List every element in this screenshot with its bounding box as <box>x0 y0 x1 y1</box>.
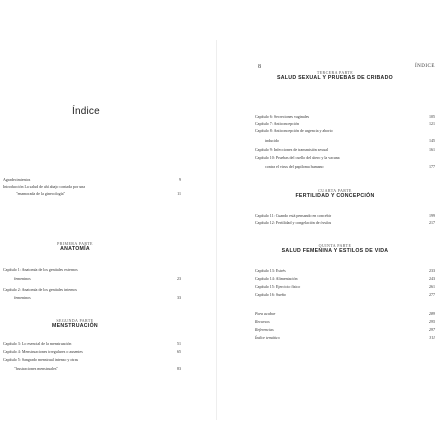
part-heading <box>245 70 425 81</box>
toc-entry-page: 161 <box>429 147 435 152</box>
toc-entry-page: 277 <box>429 292 435 297</box>
toc-entry-text: Introducción La salud de ahí abajo contada por una <box>3 184 85 189</box>
toc-entry-text: contra el virus del papiloma humano <box>265 164 324 169</box>
part-name: FERTILIDAD Y CONCEPCIÓN <box>295 193 375 199</box>
toc-entry-page: 9 <box>179 177 181 182</box>
toc-entry-page: 51 <box>177 341 181 346</box>
toc-entry-text: "frustraciones menstruales" <box>14 366 59 371</box>
page-gutter <box>216 40 217 420</box>
part-name: SALUD FEMENINA Y ESTILOS DE VIDA <box>281 248 389 254</box>
toc-entry-text: Capítulo 9: Infecciones de transmisión sexual <box>255 147 328 152</box>
part-label: SEGUNDA PARTE <box>56 318 94 323</box>
toc-entry-text: Capítulo 10: Pruebas del cuello del útero y la vacuna <box>255 155 340 160</box>
toc-entry-page: 121 <box>429 121 435 126</box>
toc-entry-text: Capítulo 14: Alimentación <box>255 276 298 281</box>
toc-entry-page: 177 <box>429 164 435 169</box>
toc-entry-text: Capítulo 7: Anticoncepción <box>255 121 299 126</box>
toc-entry-page: 83 <box>177 366 181 371</box>
toc-entry-page: 105 <box>429 114 435 119</box>
part-heading <box>245 243 425 254</box>
toc-entry-text: Para acabar <box>255 311 276 316</box>
toc-entry-text: Capítulo 4: Menstruaciones irregulares o ausentes <box>3 349 83 354</box>
part-name: ANATOMÍA <box>60 246 90 252</box>
toc-entry-text: Agradecimientos <box>3 177 31 182</box>
running-head: ÍNDICE <box>415 64 435 69</box>
part-name: MENSTRUACIÓN <box>52 323 98 329</box>
toc-entry-text: Capítulo 15: Ejercicio físico <box>255 284 301 289</box>
toc-entry-text: Referencias <box>255 327 274 332</box>
toc-entry-text: Capítulo 12: Fertilidad y congelación de óvulos <box>255 220 332 225</box>
toc-entry-text: femeninos <box>14 276 31 281</box>
toc-entry-text: "enamorada de la ginecología" <box>16 191 66 196</box>
toc-entry-text: Capítulo 3: Lo esencial de la menstruación <box>3 341 72 346</box>
part-label: PRIMERA PARTE <box>57 241 93 246</box>
toc-entry-page: 261 <box>429 284 435 289</box>
toc-entry-text: inducido <box>265 138 279 143</box>
part-label: QUINTA PARTE <box>318 243 352 248</box>
part-heading <box>30 241 120 252</box>
toc-entry-text: Capítulo 16: Sueño <box>255 292 286 297</box>
part-heading <box>245 188 425 199</box>
toc-entry-text: femeninos <box>14 295 31 300</box>
toc-entry-text: Capítulo 6: Secreciones vaginales <box>255 114 310 119</box>
toc-entry-text: Capítulo 11: Cuando está pensando en concebir <box>255 213 332 218</box>
toc-entry-text: Capítulo 8: Anticoncepción de urgencia y aborto <box>255 128 333 133</box>
toc-entry-text: Capítulo 2: Anatomía de los genitales internos <box>3 287 77 292</box>
toc-entry-page: 145 <box>429 138 435 143</box>
toc-entry-page: 11 <box>177 191 181 196</box>
part-label: CUARTA PARTE <box>318 188 352 193</box>
part-heading <box>30 318 120 329</box>
index-title: Índice <box>72 106 100 117</box>
toc-entry-page: 295 <box>429 319 435 324</box>
part-name: SALUD SEXUAL Y PRUEBAS DE CRIBADO <box>277 75 393 81</box>
toc-entry-text: Capítulo 5: Sangrado menstrual intenso y otras <box>3 357 79 362</box>
toc-entry-page: 23 <box>177 276 181 281</box>
toc-entry-page: 311 <box>429 335 435 340</box>
toc-entry-page: 33 <box>177 295 181 300</box>
toc-entry-page: 289 <box>429 311 435 316</box>
right-page <box>225 0 440 440</box>
toc-entry-page: 199 <box>429 213 435 218</box>
toc-entry-page: 243 <box>429 276 435 281</box>
page-number: 8 <box>258 64 261 70</box>
part-label: TERCERA PARTE <box>316 70 354 75</box>
toc-entry-text: Capítulo 1: Anatomía de los genitales externos <box>3 267 78 272</box>
left-page <box>0 0 215 440</box>
toc-entry-page: 233 <box>429 268 435 273</box>
toc-entry-text: Recursos <box>255 319 270 324</box>
toc-entry-text: Capítulo 13: Estrés <box>255 268 286 273</box>
toc-entry-page: 65 <box>177 349 181 354</box>
toc-entry-text: Índice temático <box>255 335 280 340</box>
toc-entry-page: 217 <box>429 220 435 225</box>
toc-entry-page: 297 <box>429 327 435 332</box>
